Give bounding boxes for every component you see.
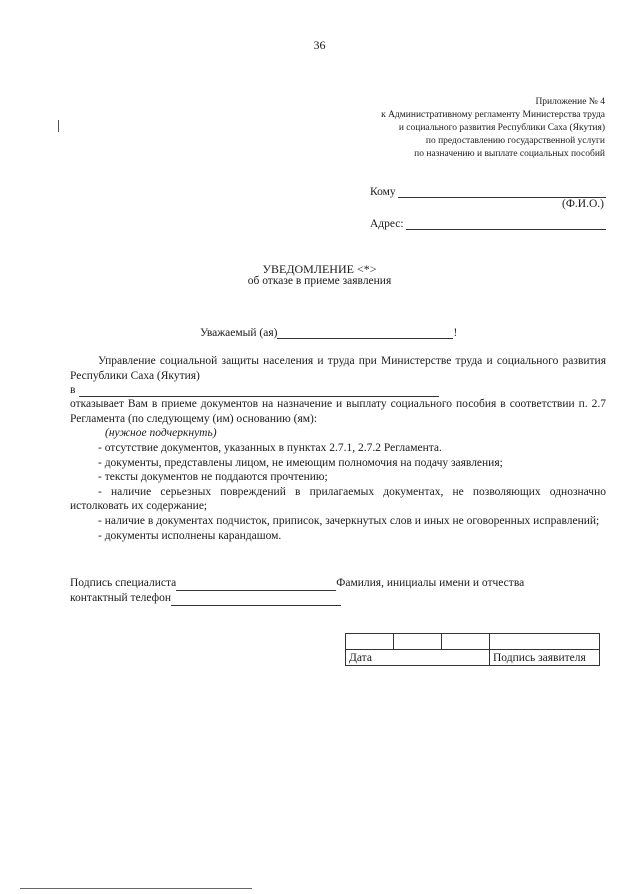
phone-blank-line [171,594,341,606]
to-blank-line [398,186,606,198]
appendix-line: к Административному регламенту Министерства труда [381,110,605,120]
reason-item: - документы, представлены лицом, не имеющим полномочия на подачу заявления; [98,456,503,469]
name-label: Фамилия, инициалы имени и отчества [336,577,525,589]
to-label: Кому [370,186,396,198]
specialist-blank-line [176,579,336,591]
notice-subtitle: об отказе в приеме заявления [247,275,392,287]
table-row [346,650,600,666]
refuses-paragraph: отказывает Вам в приеме документов на назначение и выплату социального пособия в соответствии п. 2.7 Регламента (по следующему (им) основанию (ям): [70,398,606,425]
greeting-line [200,327,457,339]
intro-paragraph: Управление социальной защиты населения и труда при Министерстве труда и социального развития Республики Саха (Якутия) [70,355,606,382]
date-signature-table [345,633,600,666]
phone-row [70,591,524,606]
address-blank-line [406,218,606,230]
table-cell [442,634,490,650]
greeting-end: ! [453,327,458,339]
table-cell [394,634,442,650]
recipient-to-row [370,182,606,198]
signature-block [70,576,524,606]
notice-title: УВЕДОМЛЕНИЕ <*> [262,262,377,276]
greeting-label: Уважаемый (ая) [200,327,278,339]
date-cell: Дата [346,650,490,666]
reason-item: - документы исполнены карандашом. [98,529,282,542]
notice-body [70,354,606,543]
table-cell [346,634,394,650]
in-label: в [70,383,76,396]
fio-label: (Ф.И.О.) [562,198,604,210]
recipient-block [370,182,606,230]
table-cell [490,634,600,650]
appendix-line: по предоставлению государственной услуги [425,136,605,146]
specialist-label: Подпись специалиста [70,577,177,589]
appendix-header [381,96,605,161]
footnote-divider [20,888,252,889]
appendix-line: по назначению и выплате социальных пособий [414,149,605,159]
address-label: Адрес: [370,218,404,230]
margin-mark [58,120,59,132]
recipient-address-row [370,214,606,230]
appendix-line: Приложение № 4 [535,97,605,107]
in-blank-line [79,388,439,397]
reason-item: - тексты документов не поддаются прочтению; [98,471,328,484]
appendix-line: и социального развития Республики Саха (Якутия) [398,123,605,133]
specialist-row [70,576,524,591]
table-row [346,634,600,650]
greeting-blank-line [277,327,453,339]
reason-item: - отсутствие документов, указанных в пунктах 2.7.1, 2.7.2 Регламента. [98,441,442,454]
in-row [70,383,606,397]
applicant-signature-cell: Подпись заявителя [490,650,600,666]
page-number: 36 [313,38,326,52]
reason-item: - наличие серьезных повреждений в прилагаемых документах, не позволяющих однозначно истолковать их содержание; [70,485,606,513]
reason-item: - наличие в документах подчисток, приписок, зачеркнутых слов и иных не оговоренных исправлений; [98,514,600,527]
underline-note: (нужное подчеркнуть) [105,427,217,440]
phone-label: контактный телефон [70,592,172,604]
